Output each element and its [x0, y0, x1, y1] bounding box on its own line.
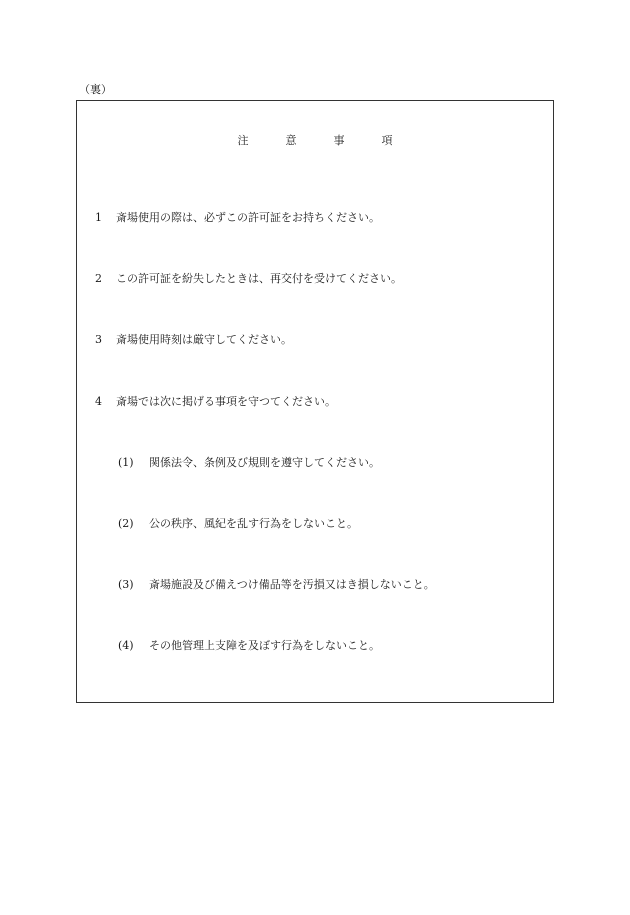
item-text: 斎場使用時刻は厳守してください。 — [116, 333, 292, 346]
item-number: 3 — [95, 333, 102, 346]
sub-item-text: 公の秩序、風紀を乱す行為をしないこと。 — [149, 517, 358, 530]
notice-sub-item-2 — [118, 517, 358, 531]
notice-sub-item-3 — [118, 578, 435, 592]
sub-item-number: (2) — [118, 517, 134, 530]
notice-item-4 — [95, 395, 336, 409]
notice-item-3 — [95, 333, 292, 347]
title-char: 意 — [285, 134, 297, 147]
sub-item-text: 関係法令、条例及び規則を遵守してください。 — [149, 456, 380, 469]
title-char: 項 — [381, 134, 393, 147]
sub-item-number: (3) — [118, 578, 134, 591]
sub-item-text: 斎場施設及び備えつけ備品等を汚損又はき損しないこと。 — [149, 578, 435, 591]
item-number: 4 — [95, 395, 102, 408]
item-text: 斎場使用の際は、必ずこの許可証をお持ちください。 — [116, 211, 380, 224]
title-char: 事 — [333, 134, 345, 147]
notice-title — [77, 134, 553, 148]
item-text: 斎場では次に掲げる事項を守つてください。 — [116, 395, 336, 408]
notice-sub-item-4 — [118, 639, 380, 653]
notice-item-1 — [95, 211, 380, 225]
sub-item-number: (1) — [118, 456, 134, 469]
notice-box — [76, 100, 554, 703]
item-number: 2 — [95, 272, 102, 285]
sub-item-text: その他管理上支障を及ぼす行為をしないこと。 — [149, 639, 380, 652]
side-label: （裏） — [79, 83, 112, 96]
item-number: 1 — [95, 211, 102, 224]
sub-item-number: (4) — [118, 639, 134, 652]
notice-item-2 — [95, 272, 402, 286]
item-text: この許可証を紛失したときは、再交付を受けてください。 — [116, 272, 402, 285]
notice-sub-item-1 — [118, 456, 380, 470]
title-char: 注 — [237, 134, 249, 147]
